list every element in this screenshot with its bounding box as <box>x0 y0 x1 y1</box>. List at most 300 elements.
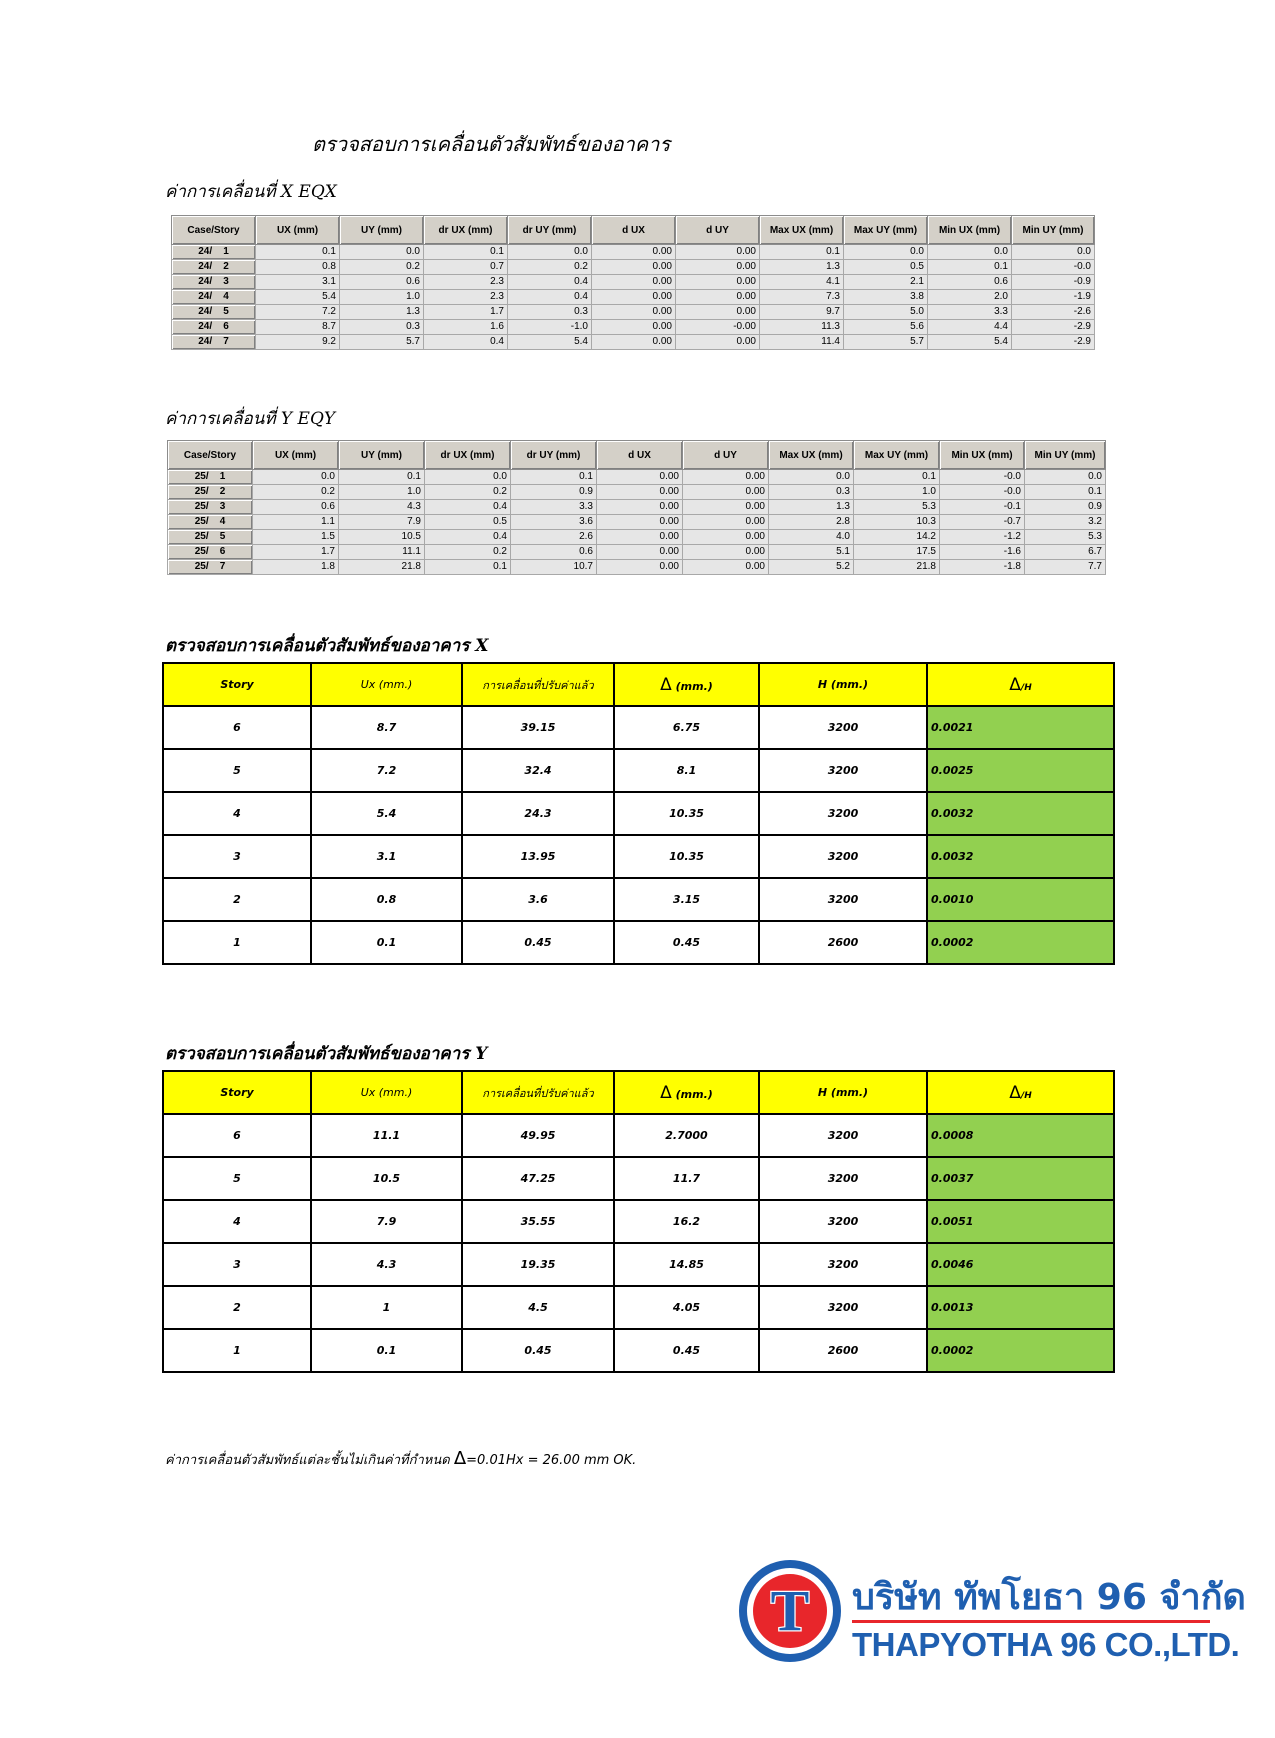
column-header: UX (mm) <box>253 441 339 470</box>
table-cell: 0.5 <box>425 515 511 530</box>
table-cell: 0.4 <box>508 275 592 290</box>
table-cell: -2.6 <box>1012 305 1095 320</box>
table-row <box>163 835 1114 878</box>
table-cell: 0.1 <box>511 470 597 485</box>
column-header: Min UX (mm) <box>928 216 1012 245</box>
adjusted-displacement-cell: 0.45 <box>462 921 614 964</box>
table-cell: 21.8 <box>339 560 425 575</box>
story-cell: 1 <box>163 1329 311 1372</box>
table-row <box>168 500 1106 515</box>
delta-cell: 8.1 <box>614 749 759 792</box>
ux-cell: 5.4 <box>311 792 462 835</box>
table-cell: 0.00 <box>676 260 760 275</box>
table-cell: -0.0 <box>1012 260 1095 275</box>
column-header: dr UX (mm) <box>425 441 511 470</box>
table-cell: 5.3 <box>854 500 940 515</box>
table-cell: 1.7 <box>253 545 339 560</box>
row-header-cell: 25/ 6 <box>168 545 253 560</box>
story-cell: 3 <box>163 1243 311 1286</box>
delta-header <box>614 663 759 706</box>
column-header: Max UY (mm) <box>854 441 940 470</box>
table-cell: 0.3 <box>769 485 854 500</box>
table-cell: 1.1 <box>253 515 339 530</box>
table-cell: 0.2 <box>425 545 511 560</box>
drift-y-section-title: ตรวจสอบการเคลื่อนตัวสัมพัทธ์ของอาคาร Y <box>165 1044 488 1064</box>
row-header-cell: 24/ 3 <box>172 275 256 290</box>
table-cell: -1.0 <box>508 320 592 335</box>
table-row <box>163 1329 1114 1372</box>
table-row <box>163 1114 1114 1157</box>
table-cell: -2.9 <box>1012 335 1095 350</box>
table-cell: 0.00 <box>683 485 769 500</box>
table-cell: 0.1 <box>425 560 511 575</box>
table-cell: 0.00 <box>683 545 769 560</box>
delta-cell: 3.15 <box>614 878 759 921</box>
table-row <box>168 515 1106 530</box>
table-cell: 3.1 <box>256 275 340 290</box>
table-cell: 0.4 <box>425 530 511 545</box>
table-cell: 1.5 <box>253 530 339 545</box>
story-cell: 6 <box>163 1114 311 1157</box>
table-row <box>172 275 1095 290</box>
eqx-displacement-table <box>171 215 1095 350</box>
table-cell: 0.00 <box>592 335 676 350</box>
table-cell: 0.7 <box>424 260 508 275</box>
page-title: ตรวจสอบการเคลื่อนตัวสัมพัทธ์ของอาคาร <box>312 132 671 156</box>
row-header-cell: 24/ 7 <box>172 335 256 350</box>
story-cell: 4 <box>163 792 311 835</box>
height-cell: 3200 <box>759 835 927 878</box>
delta-symbol: Δ <box>1009 1082 1021 1103</box>
delta-cell: 10.35 <box>614 835 759 878</box>
table-cell: 10.5 <box>339 530 425 545</box>
table-cell: 9.7 <box>760 305 844 320</box>
table-cell: 0.0 <box>928 245 1012 260</box>
table-cell: 1.0 <box>340 290 424 305</box>
drift-x-header-row <box>163 663 1114 706</box>
table-cell: 0.0 <box>769 470 854 485</box>
table-cell: -0.7 <box>940 515 1025 530</box>
table-cell: 1.0 <box>854 485 940 500</box>
row-header-cell: 24/ 6 <box>172 320 256 335</box>
drift-ratio-header <box>927 1071 1114 1114</box>
column-header: UY (mm) <box>339 441 425 470</box>
table-cell: 17.5 <box>854 545 940 560</box>
table-cell: 3.3 <box>928 305 1012 320</box>
table-cell: 2.3 <box>424 290 508 305</box>
table-cell: 5.6 <box>844 320 928 335</box>
table-cell: -1.6 <box>940 545 1025 560</box>
drift-x-table <box>162 662 1115 965</box>
table-cell: 2.6 <box>511 530 597 545</box>
table-cell: 9.2 <box>256 335 340 350</box>
column-header: d UX <box>597 441 683 470</box>
story-header: Story <box>163 1071 311 1114</box>
table-row <box>168 485 1106 500</box>
table-cell: 2.3 <box>424 275 508 290</box>
delta-unit: (mm.) <box>671 679 713 693</box>
row-header-cell: 25/ 7 <box>168 560 253 575</box>
table-cell: 3.8 <box>844 290 928 305</box>
table-cell: -1.8 <box>940 560 1025 575</box>
table-cell: 1.0 <box>339 485 425 500</box>
table-cell: 3.3 <box>511 500 597 515</box>
drift-ratio-cell: 0.0010 <box>927 878 1114 921</box>
story-cell: 4 <box>163 1200 311 1243</box>
table-cell: 11.3 <box>760 320 844 335</box>
table-cell: -1.9 <box>1012 290 1095 305</box>
ux-cell: 8.7 <box>311 706 462 749</box>
adjusted-displacement-cell: 3.6 <box>462 878 614 921</box>
table-cell: 0.1 <box>339 470 425 485</box>
table-cell: 0.00 <box>592 305 676 320</box>
column-header: d UY <box>683 441 769 470</box>
height-header: H (mm.) <box>759 663 927 706</box>
table-cell: 0.00 <box>683 500 769 515</box>
table-cell: 0.00 <box>597 530 683 545</box>
table-row <box>163 1243 1114 1286</box>
delta-symbol: Δ <box>453 1448 467 1469</box>
delta-symbol: Δ <box>660 674 672 695</box>
company-name-thai: บริษัท ทัพโยธา 96 จำกัด <box>852 1577 1246 1618</box>
table-row <box>172 320 1095 335</box>
row-header-cell: 24/ 1 <box>172 245 256 260</box>
table-cell: 1.3 <box>760 260 844 275</box>
table-cell: 1.6 <box>424 320 508 335</box>
ux-cell: 3.1 <box>311 835 462 878</box>
table-cell: 0.2 <box>253 485 339 500</box>
table-row <box>172 260 1095 275</box>
delta-symbol: Δ <box>1009 674 1021 695</box>
table-cell: 0.00 <box>676 335 760 350</box>
table-cell: 4.1 <box>760 275 844 290</box>
table-row <box>168 470 1106 485</box>
table-cell: 10.3 <box>854 515 940 530</box>
table-cell: 0.00 <box>683 530 769 545</box>
table-cell: 0.00 <box>597 545 683 560</box>
ux-header: Ux (mm.) <box>311 663 462 706</box>
column-header: Min UX (mm) <box>940 441 1025 470</box>
table-cell: 0.1 <box>1025 485 1106 500</box>
table-cell: 5.7 <box>340 335 424 350</box>
table-cell: 0.00 <box>592 275 676 290</box>
row-header-cell: 25/ 2 <box>168 485 253 500</box>
table-cell: 0.2 <box>425 485 511 500</box>
column-header: Max UX (mm) <box>769 441 854 470</box>
eqx-table-body <box>172 245 1095 350</box>
column-header: dr UY (mm) <box>511 441 597 470</box>
drift-y-table <box>162 1070 1115 1373</box>
table-cell: 5.0 <box>844 305 928 320</box>
table-cell: -1.2 <box>940 530 1025 545</box>
table-cell: 0.00 <box>592 290 676 305</box>
table-cell: 0.0 <box>425 470 511 485</box>
ratio-unit: /H <box>1020 1090 1032 1101</box>
table-cell: 1.3 <box>340 305 424 320</box>
story-cell: 5 <box>163 1157 311 1200</box>
height-cell: 2600 <box>759 921 927 964</box>
height-cell: 3200 <box>759 1243 927 1286</box>
drift-ratio-cell: 0.0032 <box>927 792 1114 835</box>
table-cell: 2.0 <box>928 290 1012 305</box>
table-cell: 0.0 <box>508 245 592 260</box>
column-header: d UX <box>592 216 676 245</box>
height-cell: 3200 <box>759 1114 927 1157</box>
table-cell: 0.00 <box>592 260 676 275</box>
eqx-section-title: ค่าการเคลื่อนที่ X EQX <box>165 182 337 202</box>
table-cell: 5.1 <box>769 545 854 560</box>
column-header: UX (mm) <box>256 216 340 245</box>
table-cell: 11.1 <box>339 545 425 560</box>
table-cell: -2.9 <box>1012 320 1095 335</box>
eqy-section-title: ค่าการเคลื่อนที่ Y EQY <box>165 409 336 429</box>
ux-header: Ux (mm.) <box>311 1071 462 1114</box>
table-cell: 0.00 <box>676 275 760 290</box>
adjusted-displacement-cell: 13.95 <box>462 835 614 878</box>
table-cell: 0.00 <box>597 515 683 530</box>
row-header-cell: 25/ 4 <box>168 515 253 530</box>
table-cell: 0.4 <box>425 500 511 515</box>
height-cell: 3200 <box>759 792 927 835</box>
delta-cell: 11.7 <box>614 1157 759 1200</box>
table-cell: 0.1 <box>854 470 940 485</box>
ux-cell: 10.5 <box>311 1157 462 1200</box>
table-cell: 11.4 <box>760 335 844 350</box>
delta-cell: 0.45 <box>614 921 759 964</box>
table-cell: 4.4 <box>928 320 1012 335</box>
ux-cell: 4.3 <box>311 1243 462 1286</box>
eqy-table-body <box>168 470 1106 575</box>
eqy-displacement-table <box>167 440 1106 575</box>
table-cell: 0.00 <box>683 560 769 575</box>
drift-ratio-cell: 0.0025 <box>927 749 1114 792</box>
table-cell: 1.8 <box>253 560 339 575</box>
row-header-cell: 25/ 5 <box>168 530 253 545</box>
table-row <box>163 921 1114 964</box>
table-cell: 3.2 <box>1025 515 1106 530</box>
drift-ratio-cell: 0.0013 <box>927 1286 1114 1329</box>
table-cell: 0.00 <box>592 245 676 260</box>
delta-cell: 10.35 <box>614 792 759 835</box>
ux-cell: 0.1 <box>311 1329 462 1372</box>
table-row <box>168 545 1106 560</box>
table-cell: 7.2 <box>256 305 340 320</box>
table-row <box>163 706 1114 749</box>
table-cell: -0.9 <box>1012 275 1095 290</box>
table-cell: 14.2 <box>854 530 940 545</box>
table-cell: 0.1 <box>424 245 508 260</box>
table-cell: -0.0 <box>940 485 1025 500</box>
adjusted-displacement-header: การเคลื่อนที่ปรับค่าแล้ว <box>462 1071 614 1114</box>
drift-ratio-cell: 0.0021 <box>927 706 1114 749</box>
table-cell: 0.00 <box>592 320 676 335</box>
drift-ratio-cell: 0.0008 <box>927 1114 1114 1157</box>
row-header-cell: 24/ 2 <box>172 260 256 275</box>
table-row <box>163 1200 1114 1243</box>
table-cell: 0.0 <box>1012 245 1095 260</box>
height-cell: 3200 <box>759 706 927 749</box>
table-cell: 5.2 <box>769 560 854 575</box>
table-cell: 0.9 <box>511 485 597 500</box>
table-cell: 5.3 <box>1025 530 1106 545</box>
table-cell: 21.8 <box>854 560 940 575</box>
adjusted-displacement-cell: 19.35 <box>462 1243 614 1286</box>
table-row <box>168 530 1106 545</box>
table-cell: 0.1 <box>256 245 340 260</box>
table-row <box>163 1286 1114 1329</box>
table-cell: -0.00 <box>676 320 760 335</box>
table-cell: 0.2 <box>340 260 424 275</box>
table-cell: 10.7 <box>511 560 597 575</box>
ratio-unit: /H <box>1020 682 1032 693</box>
row-header-cell: 24/ 5 <box>172 305 256 320</box>
adjusted-displacement-cell: 35.55 <box>462 1200 614 1243</box>
ux-cell: 7.9 <box>311 1200 462 1243</box>
table-cell: 0.0 <box>1025 470 1106 485</box>
drift-ratio-cell: 0.0051 <box>927 1200 1114 1243</box>
table-cell: 0.6 <box>253 500 339 515</box>
delta-cell: 14.85 <box>614 1243 759 1286</box>
column-header: UY (mm) <box>340 216 424 245</box>
column-header: Case/Story <box>172 216 256 245</box>
adjusted-displacement-cell: 47.25 <box>462 1157 614 1200</box>
table-cell: 0.6 <box>511 545 597 560</box>
note-result: =0.01Hx = 26.00 mm OK. <box>466 1453 637 1468</box>
table-cell: 0.0 <box>253 470 339 485</box>
adjusted-displacement-cell: 24.3 <box>462 792 614 835</box>
table-row <box>163 749 1114 792</box>
drift-ratio-cell: 0.0032 <box>927 835 1114 878</box>
row-header-cell: 25/ 1 <box>168 470 253 485</box>
company-name-english: THAPYOTHA 96 CO.,LTD. <box>852 1626 1240 1663</box>
table-cell: 0.00 <box>597 500 683 515</box>
column-header: Max UY (mm) <box>844 216 928 245</box>
table-cell: 0.6 <box>340 275 424 290</box>
table-cell: 0.4 <box>508 290 592 305</box>
table-cell: -0.1 <box>940 500 1025 515</box>
ux-cell: 0.1 <box>311 921 462 964</box>
table-cell: 0.0 <box>340 245 424 260</box>
table-cell: 0.1 <box>928 260 1012 275</box>
column-header: Max UX (mm) <box>760 216 844 245</box>
drift-ratio-header <box>927 663 1114 706</box>
table-cell: 0.3 <box>340 320 424 335</box>
table-row <box>172 245 1095 260</box>
height-cell: 3200 <box>759 1286 927 1329</box>
eqy-header-row <box>168 441 1106 470</box>
table-cell: 5.4 <box>256 290 340 305</box>
logo-letter-t <box>753 1574 827 1648</box>
drift-ratio-cell: 0.0002 <box>927 921 1114 964</box>
delta-unit: (mm.) <box>671 1087 713 1101</box>
table-cell: 5.4 <box>508 335 592 350</box>
table-cell: 0.6 <box>928 275 1012 290</box>
adjusted-displacement-cell: 49.95 <box>462 1114 614 1157</box>
delta-cell: 16.2 <box>614 1200 759 1243</box>
column-header: dr UX (mm) <box>424 216 508 245</box>
table-cell: 5.7 <box>844 335 928 350</box>
table-cell: 2.8 <box>769 515 854 530</box>
table-row <box>172 305 1095 320</box>
logo-divider <box>852 1620 1210 1623</box>
table-cell: 7.9 <box>339 515 425 530</box>
table-cell: 7.7 <box>1025 560 1106 575</box>
story-cell: 1 <box>163 921 311 964</box>
delta-cell: 6.75 <box>614 706 759 749</box>
table-cell: 0.1 <box>760 245 844 260</box>
table-cell: 3.6 <box>511 515 597 530</box>
story-cell: 5 <box>163 749 311 792</box>
adjusted-displacement-header: การเคลื่อนที่ปรับค่าแล้ว <box>462 663 614 706</box>
note-text: ค่าการเคลื่อนตัวสัมพัทธ์แต่ละชั้นไม่เกินค่าที่กำหนด <box>165 1453 454 1468</box>
table-row <box>163 1157 1114 1200</box>
table-cell: 0.0 <box>844 245 928 260</box>
table-cell: 1.3 <box>769 500 854 515</box>
table-row <box>163 878 1114 921</box>
table-row <box>168 560 1106 575</box>
table-cell: 0.00 <box>676 305 760 320</box>
table-cell: 8.7 <box>256 320 340 335</box>
height-cell: 3200 <box>759 1157 927 1200</box>
table-cell: 0.00 <box>597 470 683 485</box>
story-cell: 3 <box>163 835 311 878</box>
drift-ratio-cell: 0.0002 <box>927 1329 1114 1372</box>
adjusted-displacement-cell: 32.4 <box>462 749 614 792</box>
delta-cell: 4.05 <box>614 1286 759 1329</box>
height-cell: 3200 <box>759 749 927 792</box>
table-row <box>172 335 1095 350</box>
delta-header <box>614 1071 759 1114</box>
drift-ratio-cell: 0.0046 <box>927 1243 1114 1286</box>
story-cell: 2 <box>163 1286 311 1329</box>
table-cell: 1.7 <box>424 305 508 320</box>
table-row <box>163 792 1114 835</box>
delta-symbol: Δ <box>660 1082 672 1103</box>
table-cell: -0.0 <box>940 470 1025 485</box>
column-header: Min UY (mm) <box>1012 216 1095 245</box>
height-cell: 2600 <box>759 1329 927 1372</box>
table-cell: 0.2 <box>508 260 592 275</box>
ux-cell: 11.1 <box>311 1114 462 1157</box>
table-cell: 0.00 <box>676 245 760 260</box>
table-cell: 6.7 <box>1025 545 1106 560</box>
table-cell: 0.9 <box>1025 500 1106 515</box>
table-row <box>172 290 1095 305</box>
drift-y-table-body <box>163 1114 1114 1372</box>
table-cell: 0.8 <box>256 260 340 275</box>
row-header-cell: 24/ 4 <box>172 290 256 305</box>
table-cell: 0.00 <box>676 290 760 305</box>
table-cell: 0.00 <box>683 515 769 530</box>
table-cell: 7.3 <box>760 290 844 305</box>
drift-ratio-cell: 0.0037 <box>927 1157 1114 1200</box>
delta-cell: 2.7000 <box>614 1114 759 1157</box>
table-cell: 0.3 <box>508 305 592 320</box>
table-cell: 0.00 <box>597 560 683 575</box>
ux-cell: 7.2 <box>311 749 462 792</box>
table-cell: 0.5 <box>844 260 928 275</box>
story-cell: 2 <box>163 878 311 921</box>
column-header: dr UY (mm) <box>508 216 592 245</box>
table-cell: 2.1 <box>844 275 928 290</box>
story-cell: 6 <box>163 706 311 749</box>
table-cell: 4.0 <box>769 530 854 545</box>
column-header: d UY <box>676 216 760 245</box>
adjusted-displacement-cell: 0.45 <box>462 1329 614 1372</box>
drift-x-table-body <box>163 706 1114 964</box>
table-cell: 5.4 <box>928 335 1012 350</box>
conclusion-note <box>165 1448 636 1470</box>
